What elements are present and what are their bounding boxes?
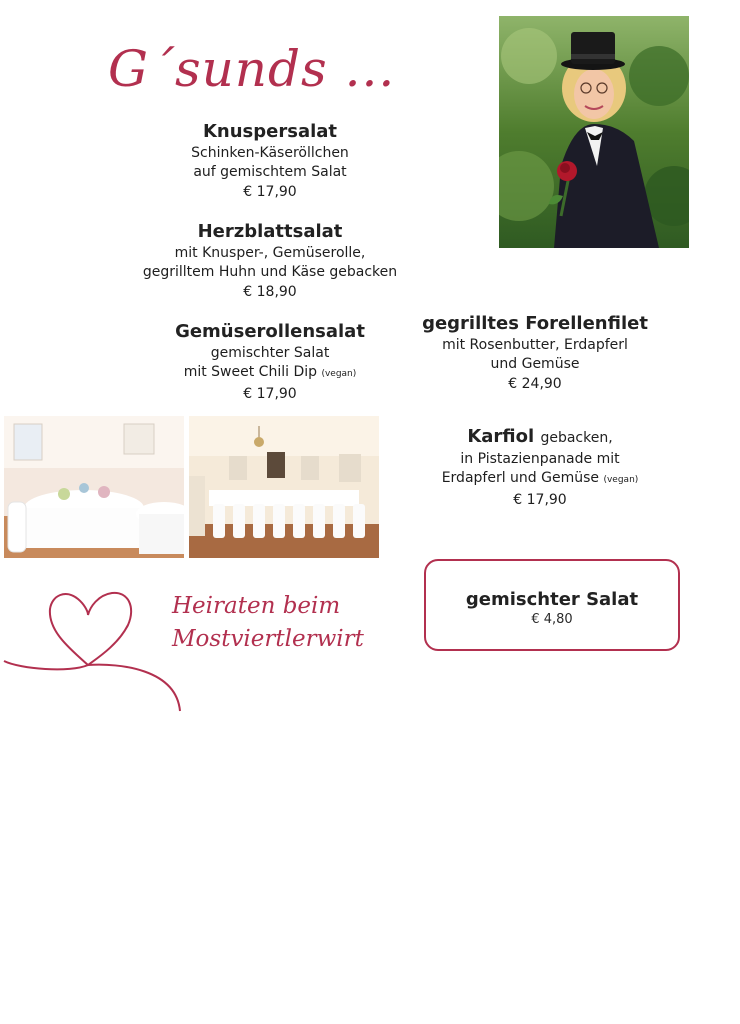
item-desc-text: mit Sweet Chili Dip xyxy=(183,364,317,380)
item-price: € 17,90 xyxy=(243,386,297,402)
item-desc-line: mit Rosenbutter, Erdapferl xyxy=(442,337,628,353)
item-price: € 17,90 xyxy=(243,184,297,200)
wedding-line-1: Heiraten beim xyxy=(172,593,341,619)
item-name: Karfiol xyxy=(467,426,535,447)
menu-item-herzblattsalat xyxy=(120,220,420,302)
item-desc-line xyxy=(425,469,655,490)
vegan-note: (vegan) xyxy=(603,475,639,485)
portrait-photo xyxy=(499,16,689,248)
vegan-note: (vegan) xyxy=(321,369,357,379)
menu-item-gemueserollensalat xyxy=(150,320,390,404)
item-price: € 18,90 xyxy=(243,284,297,300)
item-desc-line: gemischter Salat xyxy=(210,345,330,361)
item-desc-line: in Pistazienpanade mit xyxy=(460,451,620,467)
wedding-photo-1 xyxy=(4,416,184,558)
item-price: € 17,90 xyxy=(513,492,567,508)
item-desc-line: Schinken-Käseröllchen xyxy=(191,145,349,161)
item-name: Herzblattsalat xyxy=(197,221,343,242)
item-name: gegrilltes Forellenfilet xyxy=(422,313,648,334)
section-title: G´sunds ... xyxy=(108,40,396,98)
menu-item-knuspersalat xyxy=(150,120,390,202)
item-desc-line xyxy=(150,363,390,384)
item-desc-text: Erdapferl und Gemüse xyxy=(441,470,600,486)
item-desc-line: auf gemischtem Salat xyxy=(193,164,347,180)
item-name: Knuspersalat xyxy=(202,121,338,142)
menu-item-karfiol xyxy=(425,425,655,510)
wedding-tagline xyxy=(172,590,364,656)
item-desc-line: gegrilltem Huhn und Käse gebacken xyxy=(142,264,398,280)
side-item-name: gemischter Salat xyxy=(465,589,639,610)
item-desc-line: und Gemüse xyxy=(490,356,580,372)
side-item-box xyxy=(424,559,680,651)
side-item-price: € 4,80 xyxy=(531,612,573,627)
item-price: € 24,90 xyxy=(508,376,562,392)
heart-swirl-icon xyxy=(0,585,190,715)
wedding-line-2: Mostviertlerwirt xyxy=(172,626,364,652)
item-name-line xyxy=(425,425,655,450)
item-desc-line: mit Knusper-, Gemüserolle, xyxy=(174,245,366,261)
wedding-photo-2 xyxy=(189,416,379,558)
item-name-suffix: gebacken, xyxy=(540,430,613,446)
item-name: Gemüserollensalat xyxy=(175,321,365,342)
menu-item-forellenfilet xyxy=(420,312,650,394)
